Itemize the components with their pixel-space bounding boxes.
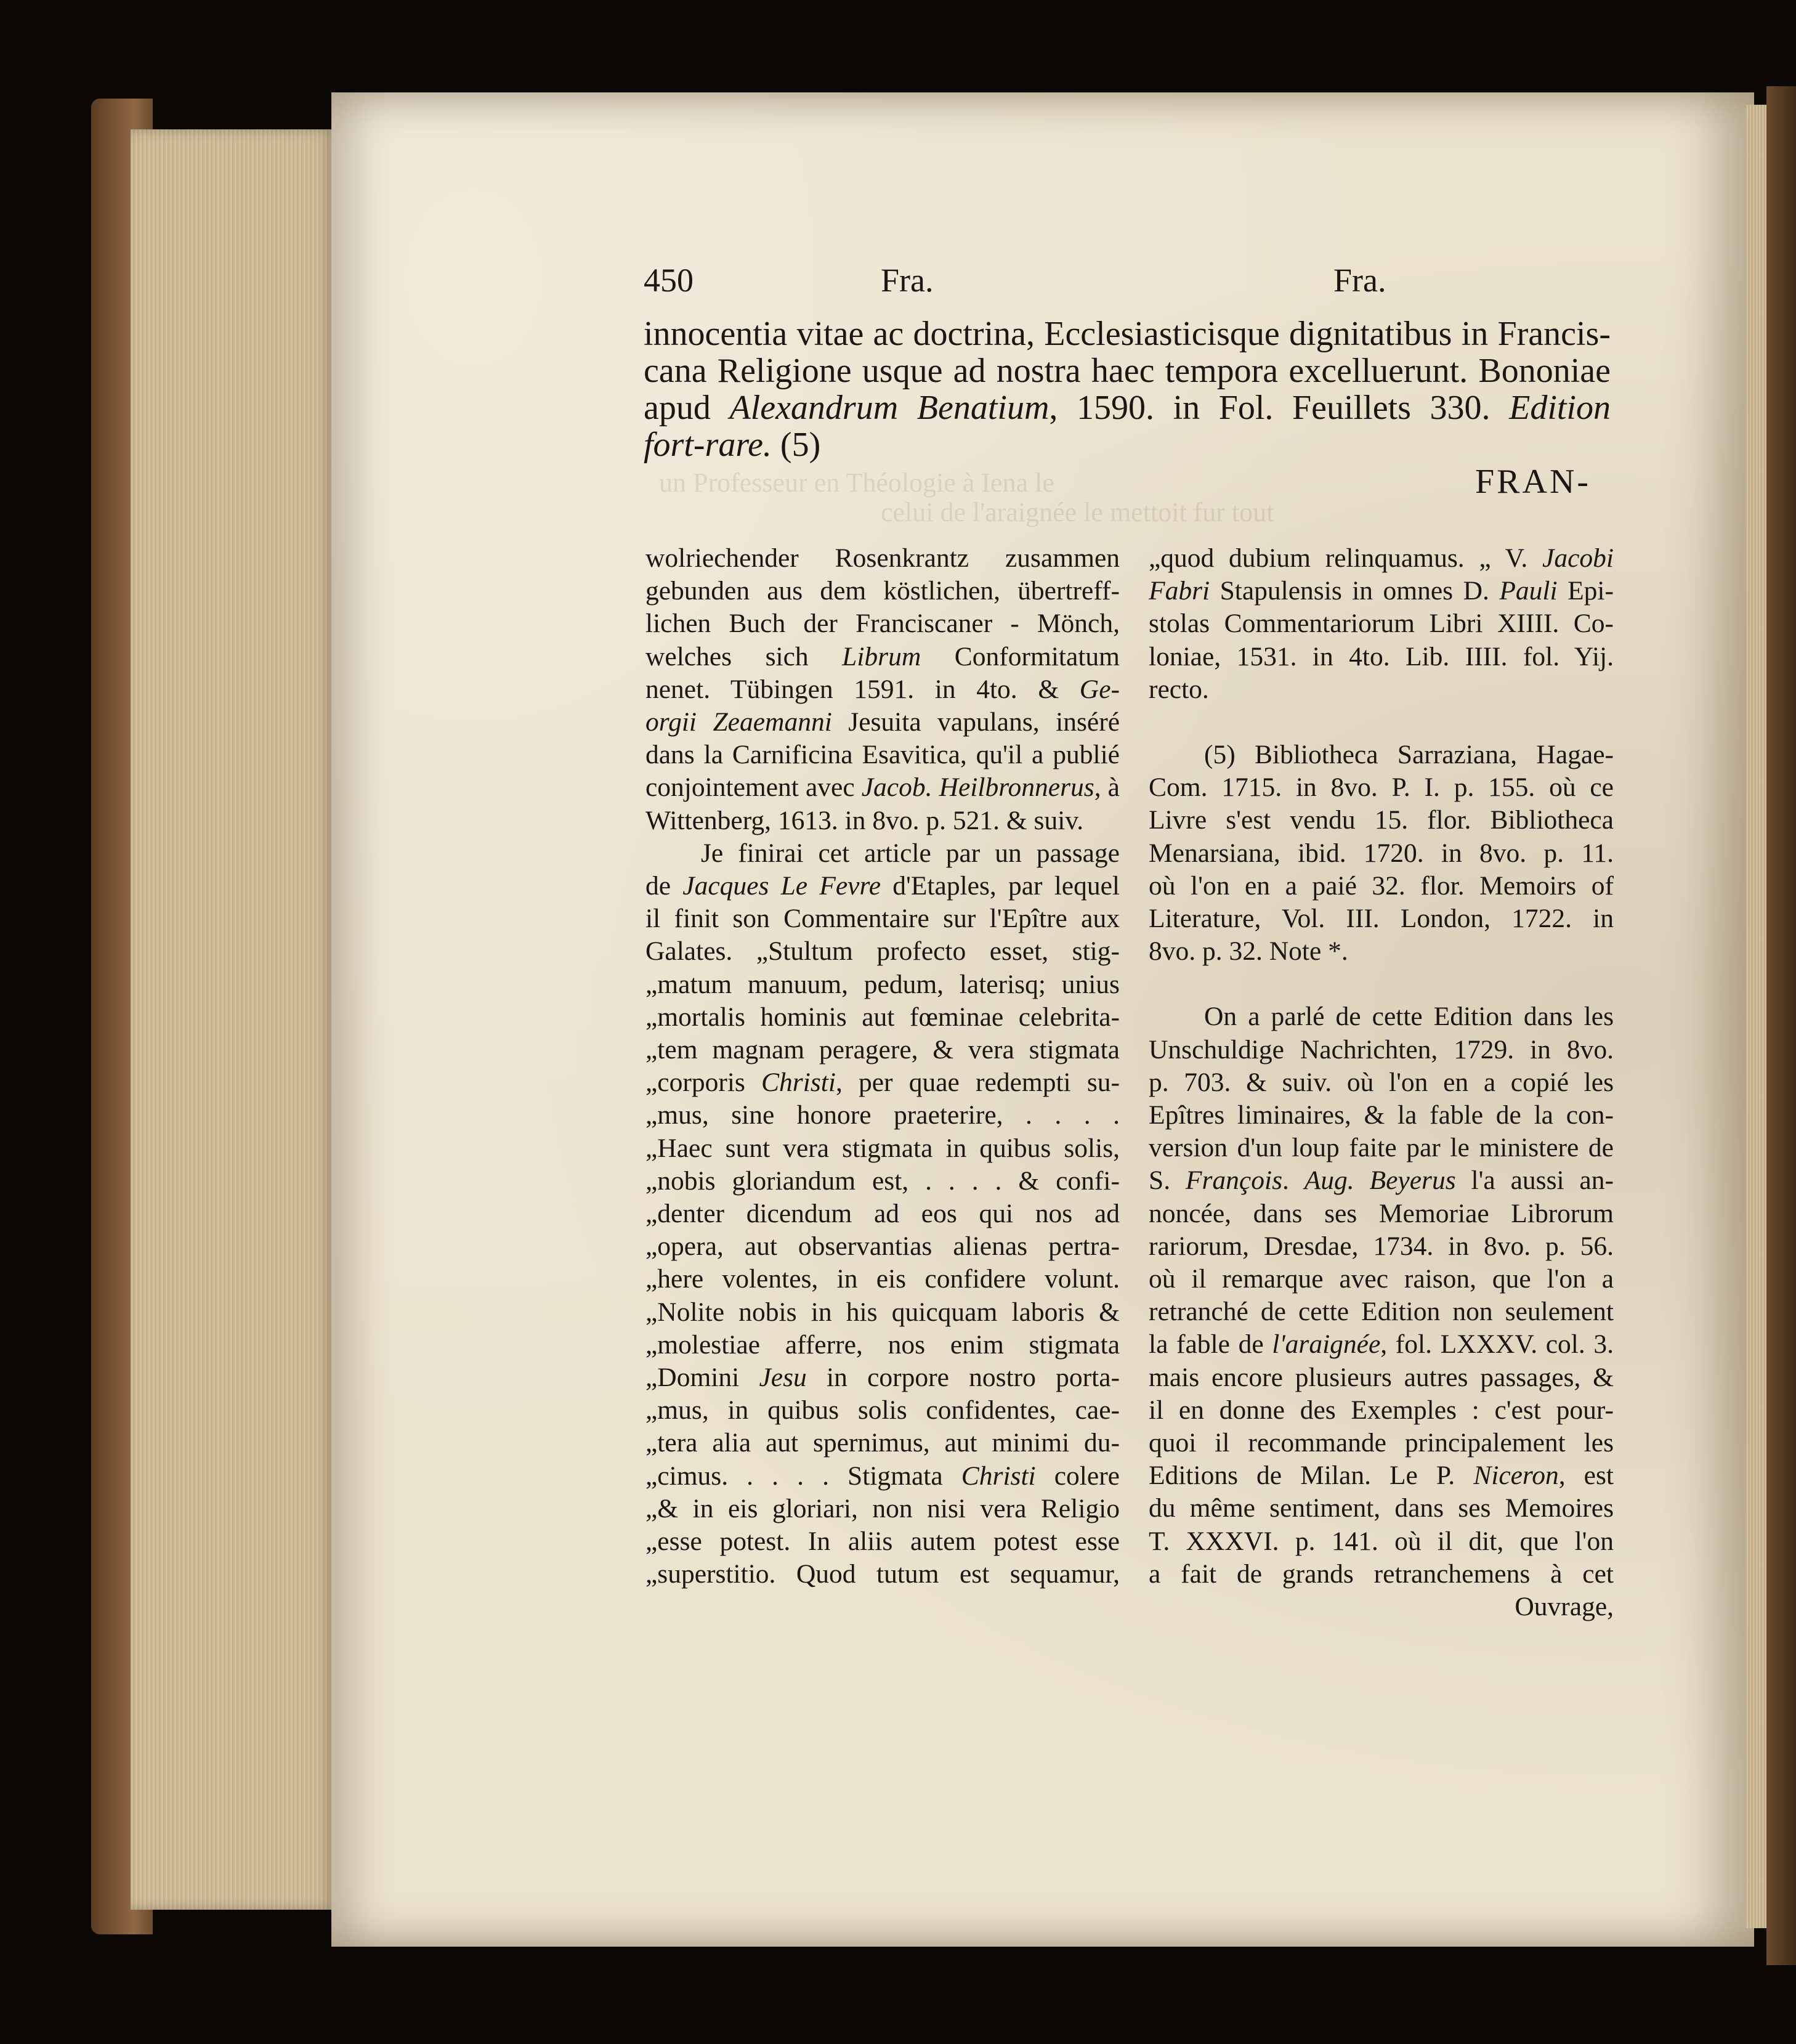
text-line: „cimus. . . . . Stigmata Christi colere	[645, 1461, 1120, 1491]
catchword-heading: FRAN-	[1475, 463, 1592, 501]
text-line: welches sich Librum Conformitatum	[645, 641, 1120, 671]
text-line: innocentia vitae ac doctrina, Ecclesiasticisque dignitatibus in Francis-	[644, 315, 1611, 353]
text-line: „mus, sine honore praeterire, . . . .	[645, 1100, 1120, 1130]
text-line: „superstitio. Quod tutum est sequamur,	[645, 1559, 1120, 1589]
text-line: la fable de l'araignée, fol. LXXXV. col. 3.	[1149, 1329, 1614, 1360]
text-line: On a parlé de cette Edition dans les	[1204, 1002, 1614, 1032]
text-line: S. François. Aug. Beyerus l'a aussi an-	[1149, 1166, 1614, 1196]
text-line: noncée, dans ses Memoriae Librorum	[1149, 1198, 1614, 1228]
text-line: lichen Buch der Franciscaner - Mönch,	[645, 609, 1120, 639]
text-line: „nobis gloriandum est, . . . . & confi-	[645, 1166, 1120, 1196]
text-line: (5) Bibliotheca Sarraziana, Hagae-	[1204, 740, 1614, 770]
text-line: a fait de grands retranchemens à cet	[1149, 1559, 1614, 1589]
text-line: Wittenberg, 1613. in 8vo. p. 521. & suiv.	[645, 805, 1084, 835]
text-line: „& in eis gloriari, non nisi vera Religio	[645, 1493, 1120, 1523]
left-column	[645, 542, 1120, 1591]
text-line: Galates. „Stultum profecto esset, stig-	[645, 936, 1120, 967]
running-head-right: Fra.	[1333, 262, 1386, 299]
text-line: „molestiae afferre, nos enim stigmata	[645, 1329, 1120, 1360]
text-line: „esse potest. In aliis autem potest esse	[645, 1527, 1120, 1557]
text-line: „mus, in quibus solis confidentes, cae-	[645, 1395, 1120, 1426]
text-line: „quod dubium relinquamus. „ V. Jacobi	[1149, 543, 1614, 573]
text-line: „opera, aut observantias alienas pertra-	[645, 1231, 1120, 1262]
text-line: orgii Zeaemanni Jesuita vapulans, inséré	[645, 707, 1120, 737]
paragraph-gap	[1149, 706, 1614, 739]
text-line: 8vo. p. 32. Note *.	[1149, 936, 1348, 967]
text-line: où l'on en a paié 32. flor. Memoirs of	[1149, 870, 1614, 901]
text-line: „mortalis hominis aut fœminae celebrita-	[645, 1002, 1120, 1032]
text-line: „denter dicendum ad eos qui nos ad	[645, 1199, 1120, 1229]
text-line: „corporis Christi, per quae redempti su-	[645, 1068, 1120, 1098]
text-line: quoi il recommande principalement les	[1149, 1428, 1614, 1458]
text-line: il en donne des Exemples : c'est pour-	[1149, 1395, 1614, 1425]
book-cover-right	[1766, 86, 1796, 1965]
page-number: 450	[644, 262, 694, 299]
text-line: apud Alexandrum Benatium, 1590. in Fol. Feuillets 330. Edition	[644, 389, 1611, 427]
text-line: gebunden aus dem köstlichen, übertreff-	[645, 576, 1120, 606]
text-line: nenet. Tübingen 1591. in 4to. & Ge-	[645, 674, 1120, 704]
text-line: de Jacques Le Fevre d'Etaples, par lequel	[645, 871, 1120, 901]
show-through-text	[622, 468, 1558, 548]
show-through-line: un Professeur en Théologie à Iena le	[659, 468, 1054, 498]
paragraph-gap	[1149, 968, 1614, 1000]
text-line: T. XXXVI. p. 141. où il dit, que l'on	[1149, 1526, 1614, 1556]
text-line: loniae, 1531. in 4to. Lib. IIII. fol. Yij.	[1149, 641, 1614, 671]
text-line: rariorum, Dresdae, 1734. in 8vo. p. 56.	[1149, 1231, 1614, 1261]
text-line: p. 703. & suiv. où l'on en a copié les	[1149, 1067, 1614, 1097]
right-column	[1149, 542, 1614, 1623]
text-line: où il remarque avec raison, que l'on a	[1149, 1264, 1614, 1294]
text-line: version d'un loup faite par le ministere de	[1149, 1133, 1614, 1163]
text-line: „Nolite nobis in his quicquam laboris &	[645, 1297, 1120, 1327]
text-line: recto.	[1149, 674, 1209, 704]
show-through-line: celui de l'araignée le mettoit fur tout	[881, 497, 1274, 527]
text-line: „tera alia aut spernimus, aut minimi du-	[645, 1428, 1120, 1458]
text-line: il finit son Commentaire sur l'Epître aux	[645, 904, 1120, 934]
text-line: Editions de Milan. Le P. Niceron, est	[1149, 1461, 1614, 1491]
text-line: cana Religione usque ad nostra haec tempora excelluerunt. Bononiae	[644, 352, 1611, 390]
text-line: Livre s'est vendu 15. flor. Bibliotheca	[1149, 805, 1614, 835]
text-line: Unschuldige Nachrichten, 1729. in 8vo.	[1149, 1034, 1614, 1065]
text-line: Fabri Stapulensis in omnes D. Pauli Epi-	[1149, 576, 1614, 606]
text-line: „Haec sunt vera stigmata in quibus solis,	[645, 1133, 1120, 1163]
text-line: mais encore plusieurs autres passages, &	[1149, 1362, 1614, 1392]
running-head-left: Fra.	[881, 262, 934, 299]
text-line: Literature, Vol. III. London, 1722. in	[1149, 904, 1614, 934]
page-edges-left	[131, 129, 334, 1910]
text-line: Je finirai cet article par un passage	[701, 838, 1120, 868]
entry-continuation	[644, 315, 1611, 463]
text-line: retranché de cette Edition non seulement	[1149, 1297, 1614, 1327]
text-line: stolas Commentariorum Libri XIIII. Co-	[1149, 609, 1614, 639]
text-line: fort-rare. (5)	[644, 426, 821, 464]
catchword: Ouvrage,	[1515, 1592, 1614, 1622]
text-line: „matum manuum, pedum, laterisq; unius	[645, 969, 1120, 999]
text-line: „here volentes, in eis confidere volunt.	[645, 1264, 1120, 1294]
text-line: „Domini Jesu in corpore nostro porta-	[645, 1363, 1120, 1393]
text-line: Menarsiana, ibid. 1720. in 8vo. p. 11.	[1149, 838, 1614, 868]
text-line: du même sentiment, dans ses Memoires	[1149, 1493, 1614, 1523]
text-line: Com. 1715. in 8vo. P. I. p. 155. où ce	[1149, 773, 1614, 803]
text-line: dans la Carnificina Esavitica, qu'il a publié	[645, 740, 1120, 770]
text-line: Epîtres liminaires, & la fable de la con-	[1149, 1100, 1614, 1130]
text-line: conjointement avec Jacob. Heilbronnerus, à	[645, 773, 1120, 803]
text-line: „tem magnam peragere, & vera stigmata	[645, 1035, 1120, 1065]
text-line: wolriechender Rosenkrantz zusammen	[645, 543, 1120, 573]
